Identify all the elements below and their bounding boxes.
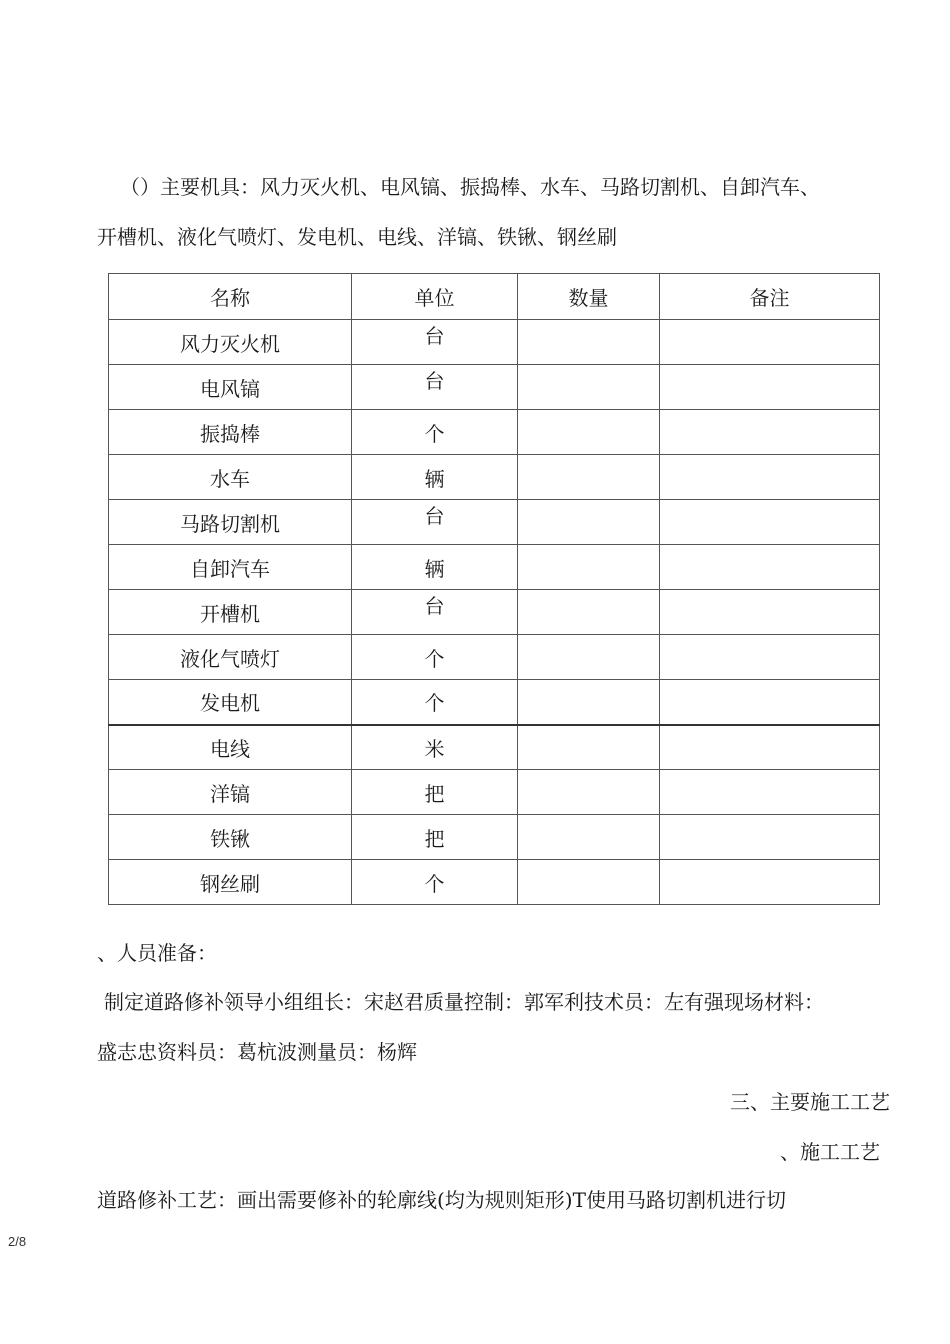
table-row: [109, 320, 880, 365]
cell-unit: 辆: [352, 455, 518, 500]
cell-name: 开槽机: [109, 590, 352, 635]
cell-note: [660, 365, 880, 410]
process-paragraph: 道路修补工艺：画出需要修补的轮廓线(均为规则矩形)T使用马路切割机进行切: [97, 1188, 786, 1212]
equipment-table: [108, 273, 880, 905]
cell-name: 发电机: [109, 680, 352, 725]
cell-note: [660, 770, 880, 815]
cell-name: 电风镐: [109, 365, 352, 410]
table-row: [109, 680, 880, 725]
table-row: [109, 770, 880, 815]
header-note: 备注: [660, 274, 880, 320]
table-header-row: [109, 274, 880, 320]
section-subtitle: 、施工工艺: [780, 1140, 880, 1164]
cell-note: [660, 545, 880, 590]
cell-unit: 米: [352, 725, 518, 770]
table-row: [109, 725, 880, 770]
cell-name: 马路切割机: [109, 500, 352, 545]
cell-unit: 个: [352, 410, 518, 455]
cell-quantity: [518, 590, 660, 635]
personnel-line-2: 盛志忠资料员：葛杭波测量员：杨辉: [97, 1040, 417, 1064]
table-row: [109, 410, 880, 455]
header-name: 名称: [109, 274, 352, 320]
cell-quantity: [518, 860, 660, 905]
cell-note: [660, 590, 880, 635]
cell-quantity: [518, 455, 660, 500]
table-row: [109, 500, 880, 545]
cell-quantity: [518, 500, 660, 545]
header-unit: 单位: [352, 274, 518, 320]
cell-unit: 个: [352, 860, 518, 905]
table-row: [109, 590, 880, 635]
cell-note: [660, 815, 880, 860]
cell-unit: 个: [352, 635, 518, 680]
section-title: 三、主要施工工艺: [730, 1090, 890, 1114]
cell-note: [660, 860, 880, 905]
cell-unit: 台: [352, 320, 518, 365]
table-row: [109, 545, 880, 590]
cell-note: [660, 635, 880, 680]
cell-note: [660, 500, 880, 545]
cell-name: 铁锹: [109, 815, 352, 860]
cell-quantity: [518, 680, 660, 725]
cell-unit: 把: [352, 770, 518, 815]
cell-name: 钢丝刷: [109, 860, 352, 905]
cell-name: 电线: [109, 725, 352, 770]
cell-name: 水车: [109, 455, 352, 500]
equipment-intro-line-1: （）主要机具：风力灭火机、电风镐、振捣棒、水车、马路切割机、自卸汽车、: [120, 175, 820, 199]
cell-name: 风力灭火机: [109, 320, 352, 365]
table-row: [109, 455, 880, 500]
cell-quantity: [518, 770, 660, 815]
cell-quantity: [518, 635, 660, 680]
table-row: [109, 365, 880, 410]
cell-unit: 台: [352, 590, 518, 635]
cell-unit: 台: [352, 500, 518, 545]
cell-quantity: [518, 320, 660, 365]
cell-name: 洋镐: [109, 770, 352, 815]
page-number: 2/8: [8, 1234, 27, 1249]
cell-unit: 台: [352, 365, 518, 410]
cell-note: [660, 455, 880, 500]
cell-unit: 辆: [352, 545, 518, 590]
cell-note: [660, 320, 880, 365]
header-quantity: 数量: [518, 274, 660, 320]
personnel-heading: 、人员准备：: [97, 941, 217, 965]
personnel-line-1: 制定道路修补领导小组组长：宋赵君质量控制：郭军利技术员：左有强现场材料：: [104, 990, 824, 1014]
table-row: [109, 860, 880, 905]
cell-note: [660, 410, 880, 455]
cell-quantity: [518, 815, 660, 860]
cell-note: [660, 680, 880, 725]
cell-unit: 把: [352, 815, 518, 860]
cell-name: 自卸汽车: [109, 545, 352, 590]
cell-unit: 个: [352, 680, 518, 725]
cell-quantity: [518, 725, 660, 770]
cell-quantity: [518, 410, 660, 455]
cell-note: [660, 725, 880, 770]
cell-quantity: [518, 365, 660, 410]
table-row: [109, 635, 880, 680]
table-row: [109, 815, 880, 860]
equipment-intro-line-2: 开槽机、液化气喷灯、发电机、电线、洋镐、铁锹、钢丝刷: [97, 225, 617, 249]
cell-quantity: [518, 545, 660, 590]
cell-name: 液化气喷灯: [109, 635, 352, 680]
cell-name: 振捣棒: [109, 410, 352, 455]
